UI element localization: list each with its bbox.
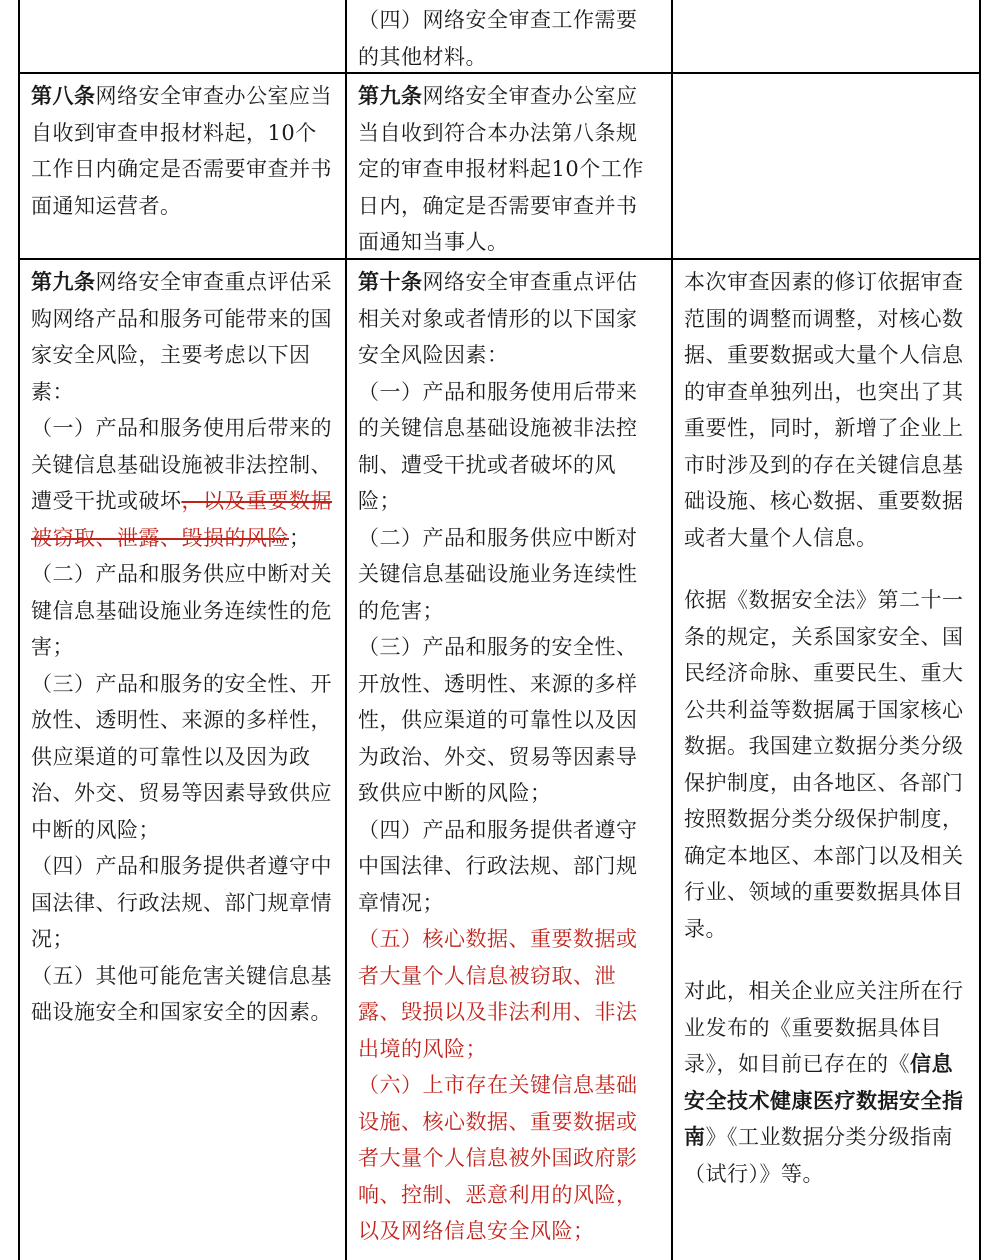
article-9-old-item4: （四）产品和服务提供者遵守中国法律、行政法规、部门规章情况； <box>31 854 332 951</box>
article-9-old-item1: （一）产品和服务使用后带来的关键信息基础设施被非法控制、遭受干扰或破坏，以及重要数据被窃取、泄露、毁损的风险； <box>31 416 332 550</box>
commentary-para3: 对此，相关企业应关注所在行业发布的《重要数据具体目录》，如目前已存在的《信息安全技术健康医疗数据安全指南》《工业数据分类分级指南（试行）》等。 <box>684 979 964 1186</box>
row1-mid-line2: 的其他材料。 <box>358 44 487 69</box>
row2-left-cell <box>31 78 333 224</box>
row1-mid-cell <box>358 2 658 75</box>
article-10-new-item6: （六）上市存在关键信息基础设施、核心数据、重要数据或者大量个人信息被外国政府影响、控制、恶意利用的风险，以及网络信息安全风险； <box>358 1073 638 1243</box>
article-9-old-item5: （五）其他可能危害关键信息基础设施安全和国家安全的因素。 <box>31 963 332 1024</box>
row3-right-cell <box>684 264 966 1192</box>
article-10-new-item4: （四）产品和服务提供者遵守中国法律、行政法规、部门规章情况； <box>358 817 638 915</box>
table-border-right <box>979 0 981 1260</box>
article-10-new-item3: （三）产品和服务的安全性、开放性、透明性、来源的多样性，供应渠道的可靠性以及因为政治、外交、贸易等因素导致供应中断的风险； <box>358 635 638 805</box>
table-border-col1 <box>345 0 347 1260</box>
article-9-new-heading: 第九条 <box>358 83 423 108</box>
row3-mid-cell <box>358 264 658 1250</box>
article-9-new <box>358 78 658 261</box>
article-10-new-item1: （一）产品和服务使用后带来的关键信息基础设施被非法控制、遭受干扰或者破坏的风险； <box>358 379 638 513</box>
row1-mid-line1: （四）网络安全审查工作需要 <box>358 8 638 32</box>
article-9-old-intro: 第九条网络安全审查重点评估采购网络产品和服务可能带来的国家安全风险，主要考虑以下因素： <box>31 269 332 404</box>
article-9-old-item3: （三）产品和服务的安全性、开放性、透明性、来源的多样性，供应渠道的可靠性以及因为政治、外交、贸易等因素导致供应中断的风险； <box>31 671 332 842</box>
article-10-new-intro: 第十条网络安全审查重点评估相关对象或者情形的以下国家安全风险因素： <box>358 269 638 367</box>
article-8-old-heading: 第八条 <box>31 83 96 108</box>
commentary-para1: 本次审查因素的修订依据审查范围的调整而调整，对核心数据、重要数据或大量个人信息的审查单独列出，也突出了其重要性，同时，新增了企业上市时涉及到的存在关键信息基础设施、核心数据、重要数据或者大量个人信息。 <box>684 270 964 550</box>
article-8-old <box>31 78 333 224</box>
article-8-old-text: 网络安全审查办公室应当自收到审查申报材料起，10个工作日内确定是否需要审查并书面通知运营者。 <box>31 84 332 218</box>
article-9-old-heading: 第九条 <box>31 269 96 294</box>
row2-mid-cell <box>358 78 658 261</box>
row3-left-cell <box>31 264 333 1031</box>
article-10-new-heading: 第十条 <box>358 269 423 294</box>
commentary-para2: 依据《数据安全法》第二十一条的规定，关系国家安全、国民经济命脉、重要民生、重大公共利益等数据属于国家核心数据。我国建立数据分类分级保护制度，由各地区、各部门按照数据分类分级保护制度，确定本地区、本部门以及相关行业、领域的重要数据具体目录。 <box>684 588 964 941</box>
article-9-old-item2: （二）产品和服务供应中断对关键信息基础设施业务连续性的危害； <box>31 562 332 659</box>
article-9-new-text: 网络安全审查办公室应当自收到符合本办法第八条规定的审查申报材料起10个工作日内，确定是否需要审查并书面通知当事人。 <box>358 84 644 254</box>
article-10-new-item2: （二）产品和服务供应中断对关键信息基础设施业务连续性的危害； <box>358 525 638 623</box>
table-border-col2 <box>671 0 673 1260</box>
table-border-left <box>18 0 20 1260</box>
guide-title-bold: 信息安全技术健康医疗数据安全指南 <box>684 1051 964 1149</box>
article-10-new-item5: （五）核心数据、重要数据或者大量个人信息被窃取、泄露、毁损以及非法利用、非法出境的风险； <box>358 927 638 1061</box>
deleted-text: ，以及重要数据被窃取、泄露、毁损的风险 <box>31 489 332 550</box>
